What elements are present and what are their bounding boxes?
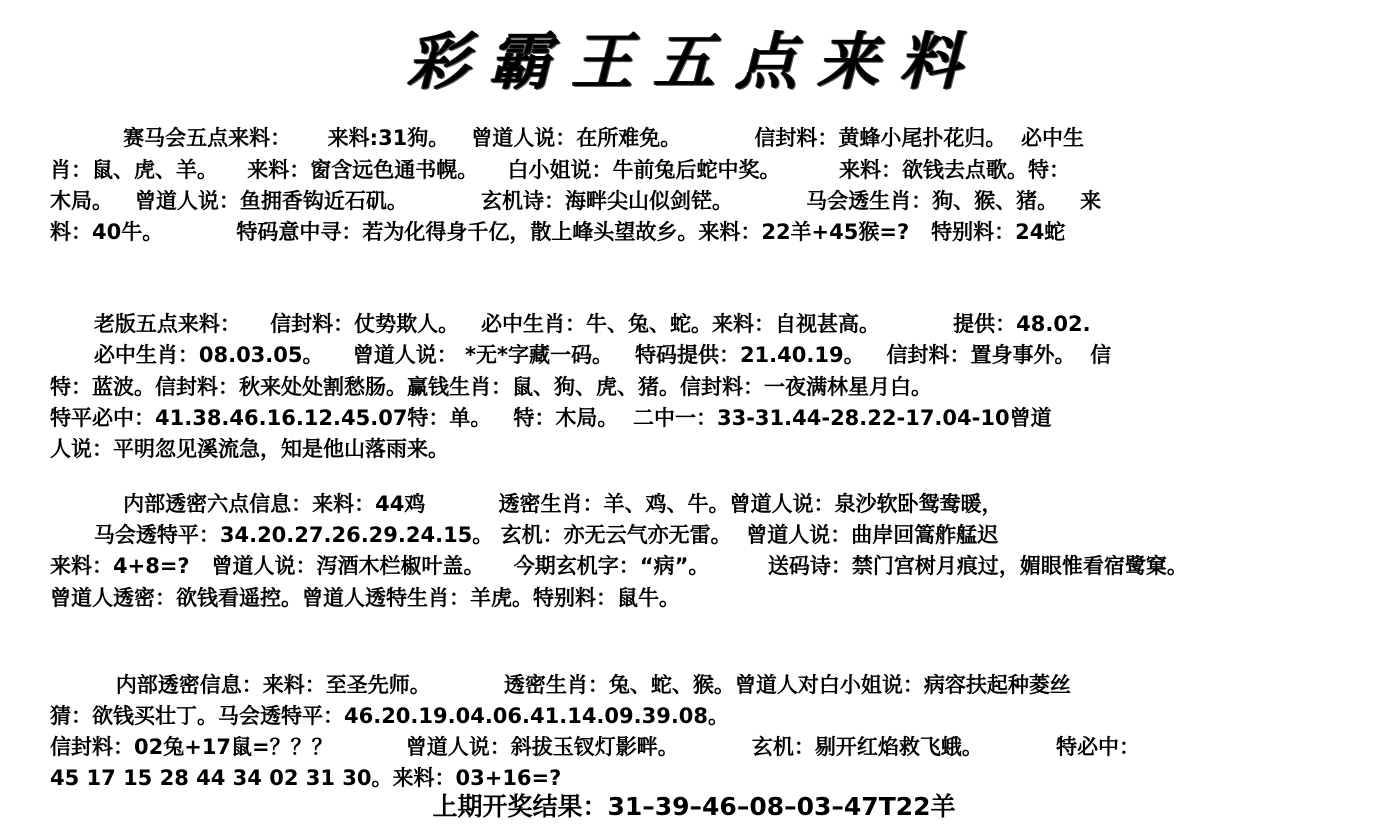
section1-line2: 肖：鼠、虎、羊。 来料：窗含远色通书幌。 白小姐说：牛前兔后蛇中奖。 来料：欲钱去点歌。特：: [50, 158, 1070, 182]
section3-line3: 来料：4+8=? 曾道人说：泻酒木栏椒叶盖。 今期玄机字：“病”。 送码诗：禁门宫树月痕过，媚眼惟看宿鹭窠。: [50, 554, 1188, 578]
section1-line1: 赛马会五点来料： 来料:31狗。 曾道人说：在所难免。 信封料：黄蜂小尾扑花归。 必中生: [50, 126, 1084, 150]
section1-line4: 料：40牛。 特码意中寻：若为化得身千亿，散上峰头望故乡。来料：22羊+45猴=? 特别料：24蛇: [50, 220, 1066, 244]
section4-line2: 猜：欲钱买壮丁。马会透特平：46.20.19.04.06.41.14.09.39.08。: [50, 704, 730, 728]
section4-line4: 45 17 15 28 44 34 02 31 30。来料：03+16=?: [50, 766, 562, 790]
section2-line5: 人说：平明忽见溪流急，知是他山落雨来。: [50, 437, 449, 461]
section3-line4: 曾道人透密：欲钱看遥控。曾道人透特生肖：羊虎。特别料：鼠牛。: [50, 586, 680, 610]
section3-line2: 马会透特平：34.20.27.26.29.24.15。 玄机：亦无云气亦无雷。 曾道人说：曲岸回篙舴艋迟: [50, 523, 999, 547]
section2-line4: 特平必中：41.38.46.16.12.45.07特：单。 特：木局。 二中一：33-31.44-28.22-17.04-10曾道: [50, 406, 1052, 430]
section2-line3: 特：蓝波。信封料：秋来处处割愁肠。赢钱生肖：鼠、狗、虎、猪。信封料：一夜满林星月白。: [50, 375, 932, 399]
last-draw-result: 上期开奖结果：31–39–46–08–03–47T22羊: [432, 792, 956, 821]
section3-line1: 内部透密六点信息：来料：44鸡 透密生肖：羊、鸡、牛。曾道人说：泉沙软卧鸳鸯暖，: [50, 492, 1003, 516]
section4-line1: 内部透密信息：来料：至圣先师。 透密生肖：兔、蛇、猴。曾道人对白小姐说：病容扶起种菱丝: [50, 673, 1071, 697]
section2-line2: 必中生肖：08.03.05。 曾道人说： *无*字藏一码。 特码提供：21.40.19。 信封料：置身事外。 信: [50, 343, 1112, 367]
section4-line3: 信封料：02兔+17鼠=？？？ 曾道人说：斜拔玉钗灯影畔。 玄机：剔开红焰救飞蛾。 特必中：: [50, 735, 1140, 759]
section2-line1: 老版五点来料： 信封料：仗势欺人。 必中生肖：牛、兔、蛇。来料：自视甚高。 提供：48.02.: [50, 312, 1091, 336]
section1-line3: 木局。 曾道人说：鱼拥香钩近石矶。 玄机诗：海畔尖山似剑铓。 马会透生肖：狗、猴、猪。 来: [50, 189, 1102, 213]
page-title: 彩霸王五点来料: [406, 25, 981, 98]
